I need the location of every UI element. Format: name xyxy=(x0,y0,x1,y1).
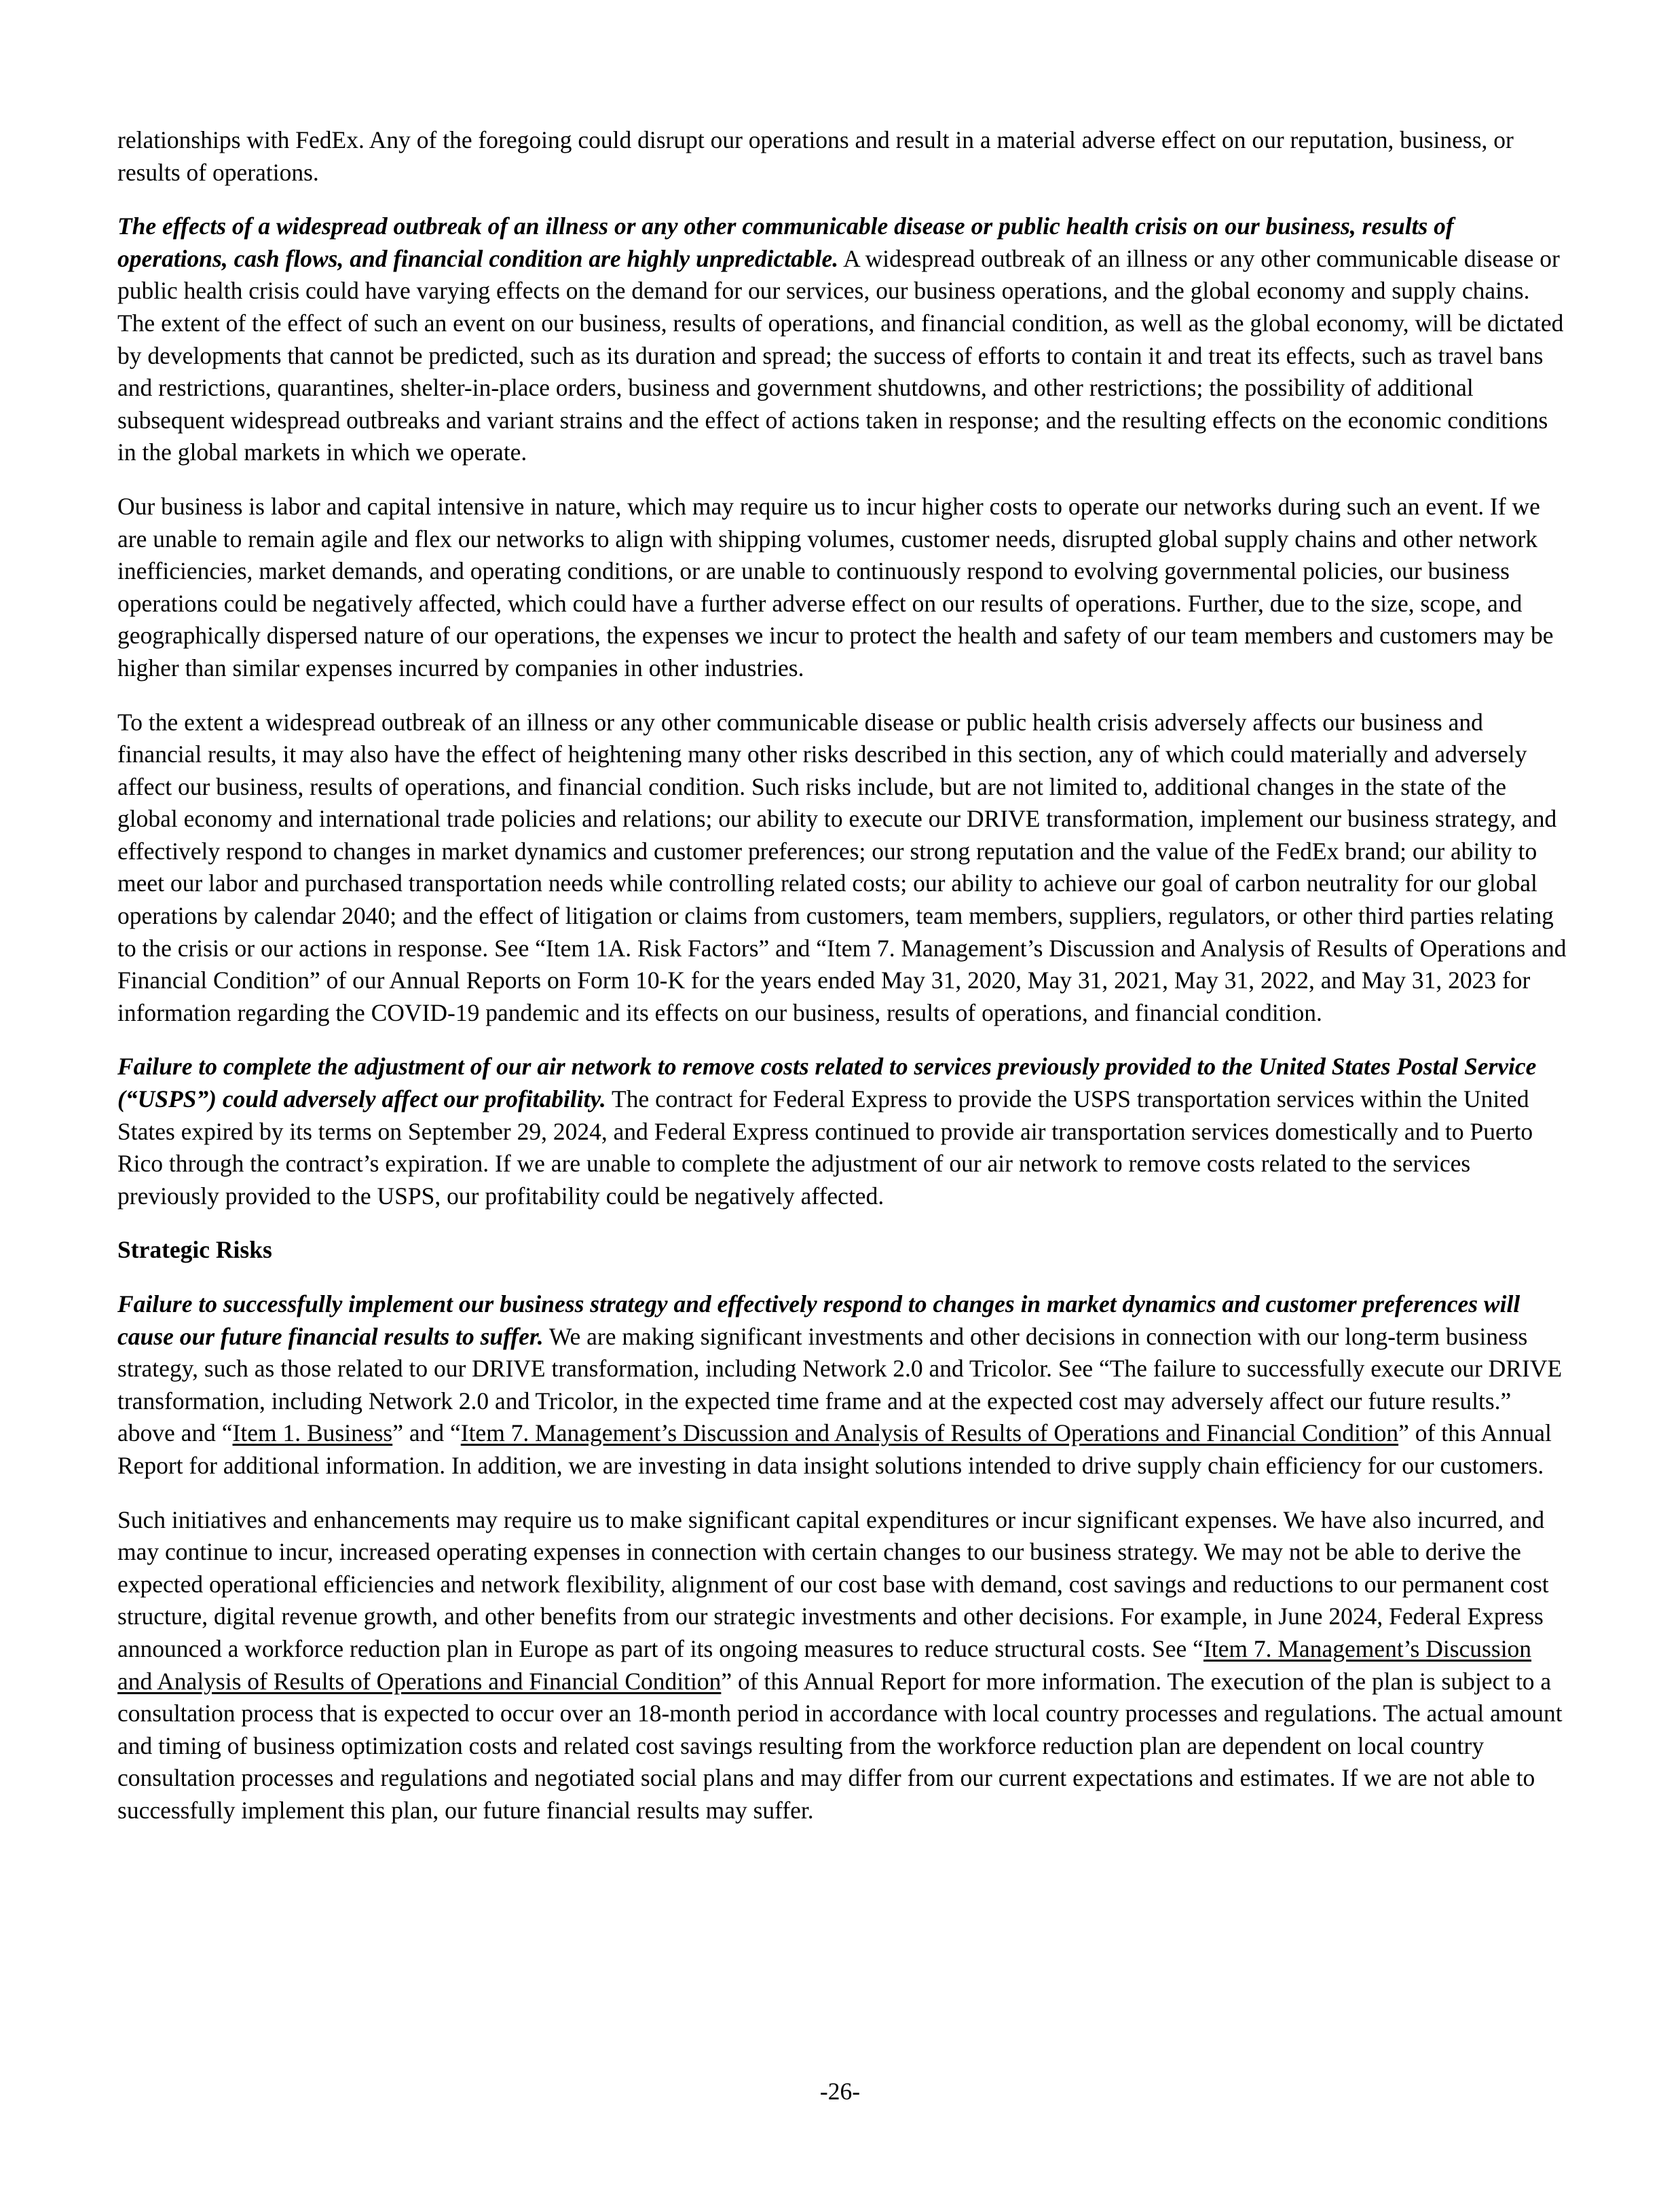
paragraph-business-strategy xyxy=(117,1288,1567,1482)
paragraph-fedex-relationships: relationships with FedEx. Any of the foregoing could disrupt our operations and result in a material adverse effect on our reputation, business, or results of operations. xyxy=(117,126,1514,186)
document-page xyxy=(117,124,1567,1849)
paragraph-heightened-risks: To the extent a widespread outbreak of an illness or any other communicable disease or public health crisis adversely affects our business and financial results, it may also have the effect of heightening many other risks described in this section, any of which could materially and adversely affect our business, results of operations, and financial condition. Such risks include, but are not limited to, additional changes in the state of the global economy and international trade policies and relations; our ability to execute our DRIVE transformation, implement our business strategy, and effectively respond to changes in market dynamics and customer preferences; our strong reputation and the value of the FedEx brand; our ability to meet our labor and purchased transportation needs while controlling related costs; our ability to achieve our goal of carbon neutrality for our global operations by calendar 2040; and the effect of litigation or claims from customers, team members, suppliers, regulators, or other third parties relating to the crisis or our actions in response. See “Item 1A. Risk Factors” and “Item 7. Management’s Discussion and Analysis of Results of Operations and Financial Condition” of our Annual Reports on Form 10-K for the years ended May 31, 2020, May 31, 2021, May 31, 2022, and May 31, 2023 for information regarding the COVID-19 pandemic and its effects on our business, results of operations, and financial condition. xyxy=(117,708,1567,1026)
link-item7-mdna[interactable]: Item 7. Management’s Discussion and Analysis of Results of Operations and Financial Condition xyxy=(460,1419,1399,1447)
page-number: -26- xyxy=(819,2078,861,2105)
risk-body-strategy-part1: We are making significant investments and other decisions in connection with our long-term business strategy, such as those related to our DRIVE transformation, including Network 2.0 and Tricolor. See “The failure to successfully execute our DRIVE transformation, including Network 2.0 and Tricolor, in the expected time frame and at the expected cost may adversely affect our future results.” above and “ xyxy=(117,1322,1563,1447)
paragraph-outbreak-risk xyxy=(117,210,1567,469)
risk-body-strategy-part3: ” of this Annual Report for additional information. In addition, we are investing in data insight solutions intended to drive supply chain efficiency for our customers. xyxy=(117,1419,1552,1479)
risk-body-strategy-part2: ” and “ xyxy=(392,1419,461,1447)
risk-heading-outbreak: The effects of a widespread outbreak of an illness or any other communicable disease or public health crisis on our business, results of operations, cash flows, and financial condition are highly unpredictable. xyxy=(117,212,1454,272)
risk-heading-usps: Failure to complete the adjustment of our air network to remove costs related to services previously provided to the United States Postal Service (“USPS”) could adversely affect our profitability. xyxy=(117,1053,1537,1113)
paragraph-labor-capital: Our business is labor and capital intensive in nature, which may require us to incur higher costs to operate our networks during such an event. If we are unable to remain agile and flex our networks to align with shipping volumes, customer needs, disrupted global supply chains and other network inefficiencies, market demands, and operating conditions, or are unable to continuously respond to evolving governmental policies, our business operations could be negatively affected, which could have a further adverse effect on our results of operations. Further, due to the size, scope, and geographically dispersed nature of our operations, the expenses we incur to protect the health and safety of our team members and customers may be higher than similar expenses incurred by companies in other industries. xyxy=(117,492,1554,681)
risk-body-outbreak: A widespread outbreak of an illness or any other communicable disease or public health crisis could have varying effects on the demand for our services, our business operations, and the global economy and supply chains. The extent of the effect of such an event on our business, results of operations, and financial condition, as well as the global economy, will be dictated by developments that cannot be predicted, such as its duration and spread; the success of efforts to contain it and treat its effects, such as travel bans and restrictions, quarantines, shelter-in-place orders, business and government shutdowns, and other restrictions; the possibility of additional subsequent widespread outbreaks and variant strains and the effect of actions taken in response; and the resulting effects on the economic conditions in the global markets in which we operate. xyxy=(117,244,1564,466)
link-item1-business[interactable]: Item 1. Business xyxy=(232,1419,393,1447)
paragraph-initiatives xyxy=(117,1504,1567,1827)
paragraph-usps-risk xyxy=(117,1051,1567,1212)
link-item7-mdna-2[interactable]: Item 7. Management’s Discussion and Analysis of Results of Operations and Financial Condition xyxy=(117,1634,1532,1695)
risk-body-usps: The contract for Federal Express to provide the USPS transportation services within the United States expired by its terms on September 29, 2024, and Federal Express continued to provide air transportation services domestically and to Puerto Rico through the contract’s expiration. If we are unable to complete the adjustment of our air network to remove costs related to the services previously provided to the USPS, our profitability could be negatively affected. xyxy=(117,1085,1533,1210)
initiatives-body-part1: Such initiatives and enhancements may require us to make significant capital expenditures or incur significant expenses. We have also incurred, and may continue to incur, increased operating expenses in connection with certain changes to our business strategy. We may not be able to derive the expected operational efficiencies and network flexibility, alignment of our cost base with demand, cost savings and reductions to our permanent cost structure, digital revenue growth, and other benefits from our strategic investments and other decisions. For example, in June 2024, Federal Express announced a workforce reduction plan in Europe as part of its ongoing measures to reduce structural costs. See “ xyxy=(117,1505,1549,1662)
initiatives-body-part2: ” of this Annual Report for more information. The execution of the plan is subject to a consultation process that is expected to occur over an 18-month period in accordance with local country processes and regulations. The actual amount and timing of business optimization costs and related cost savings resulting from the workforce reduction plan are dependent on local country consultation processes and regulations and negotiated social plans and may differ from our current expectations and estimates. If we are not able to successfully implement this plan, our future financial results may suffer. xyxy=(117,1667,1563,1824)
risk-heading-strategy: Failure to successfully implement our business strategy and effectively respond to changes in market dynamics and customer preferences will cause our future financial results to suffer. xyxy=(117,1290,1520,1350)
section-heading-strategic-risks: Strategic Risks xyxy=(117,1236,272,1264)
